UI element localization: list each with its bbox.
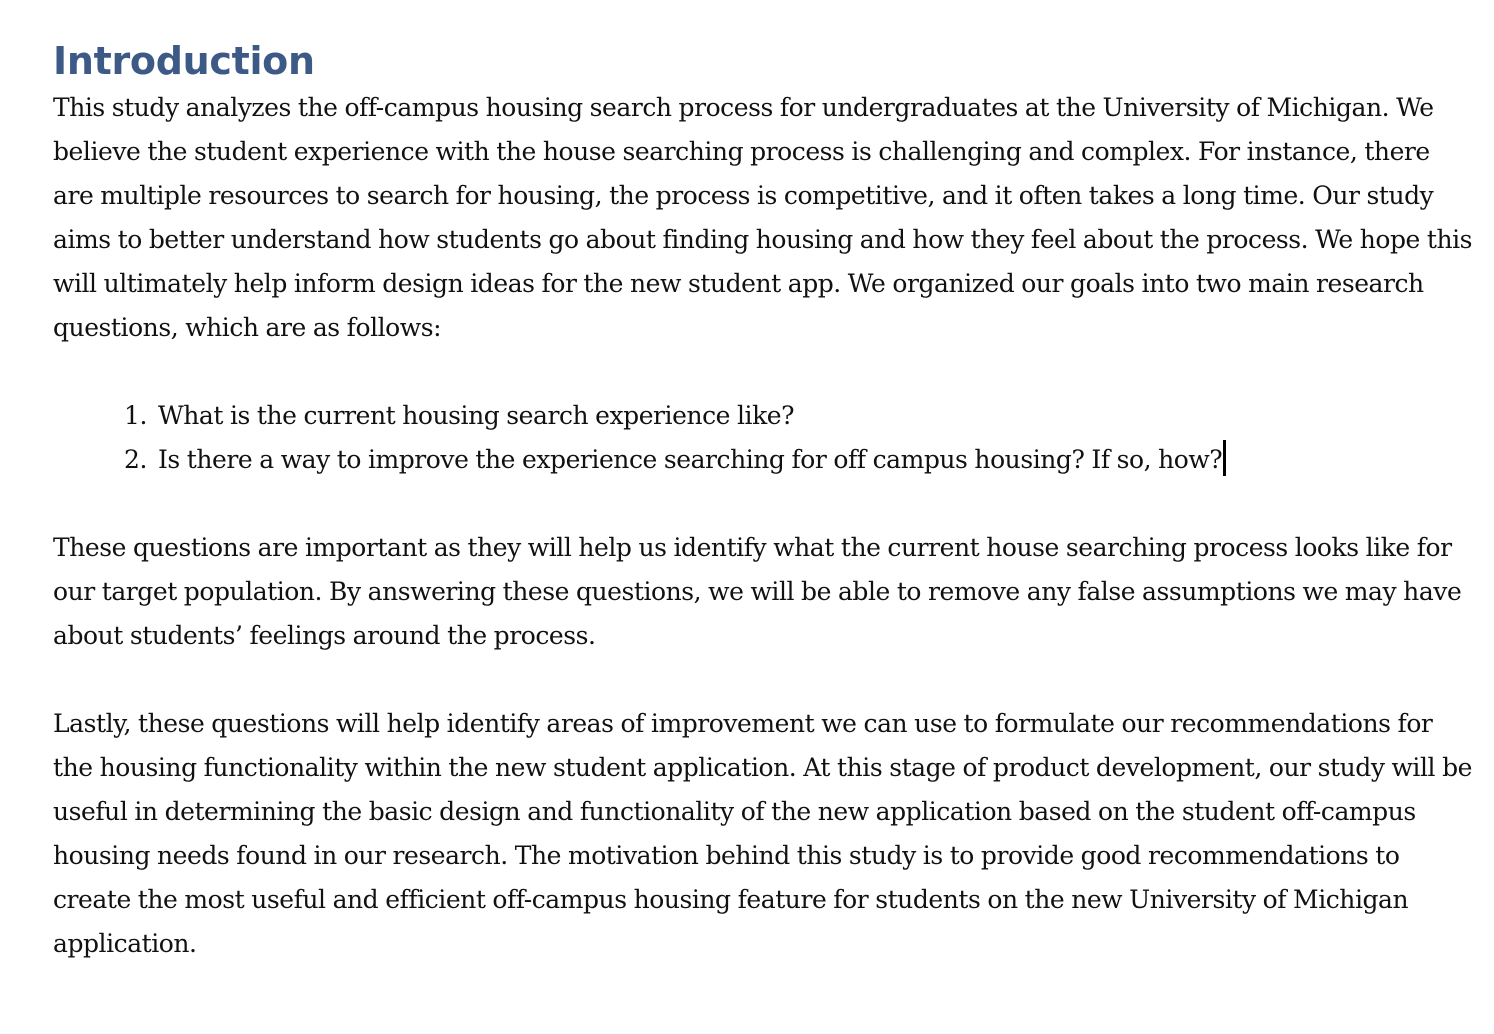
list-item xyxy=(53,438,1473,482)
list-item-number: 2. xyxy=(124,445,147,474)
document-body[interactable] xyxy=(53,36,1473,966)
paragraph-spacer xyxy=(53,482,1473,526)
lastly-paragraph: Lastly, these questions will help identify areas of improvement we can use to formulate our recommendations for the housing functionality within the new student application. At this stage of product development, our study will be useful in determining the basic design and functionality of the new application based on the student off-campus housing needs found in our research. The motivation behind this study is to provide good recommendations to create the most useful and efficient off-campus housing feature for students on the new University of Michigan application. xyxy=(53,709,1472,958)
importance-paragraph: These questions are important as they will help us identify what the current house searching process looks like for our target population. By answering these questions, we will be able to remove any false assumptions we may have about students’ feelings around the process. xyxy=(53,533,1462,650)
paragraph-spacer xyxy=(53,658,1473,702)
paragraph-spacer xyxy=(53,350,1473,394)
list-item-number: 1. xyxy=(124,401,147,430)
section-heading: Introduction xyxy=(53,39,315,83)
list-item-text: What is the current housing search experience like? xyxy=(158,401,795,430)
research-questions-list xyxy=(53,394,1473,482)
intro-paragraph: This study analyzes the off-campus housing search process for undergraduates at the University of Michigan. We believe the student experience with the house searching process is challenging and complex. For instance, there are multiple resources to search for housing, the process is competitive, and it often takes a long time. Our study aims to better understand how students go about finding housing and how they feel about the process. We hope this will ultimately help inform design ideas for the new student app. We organized our goals into two main research questions, which are as follows: xyxy=(53,93,1473,342)
list-item-text: Is there a way to improve the experience searching for off campus housing? If so, how? xyxy=(158,445,1223,474)
text-cursor xyxy=(1223,440,1226,476)
list-item xyxy=(53,394,1473,438)
